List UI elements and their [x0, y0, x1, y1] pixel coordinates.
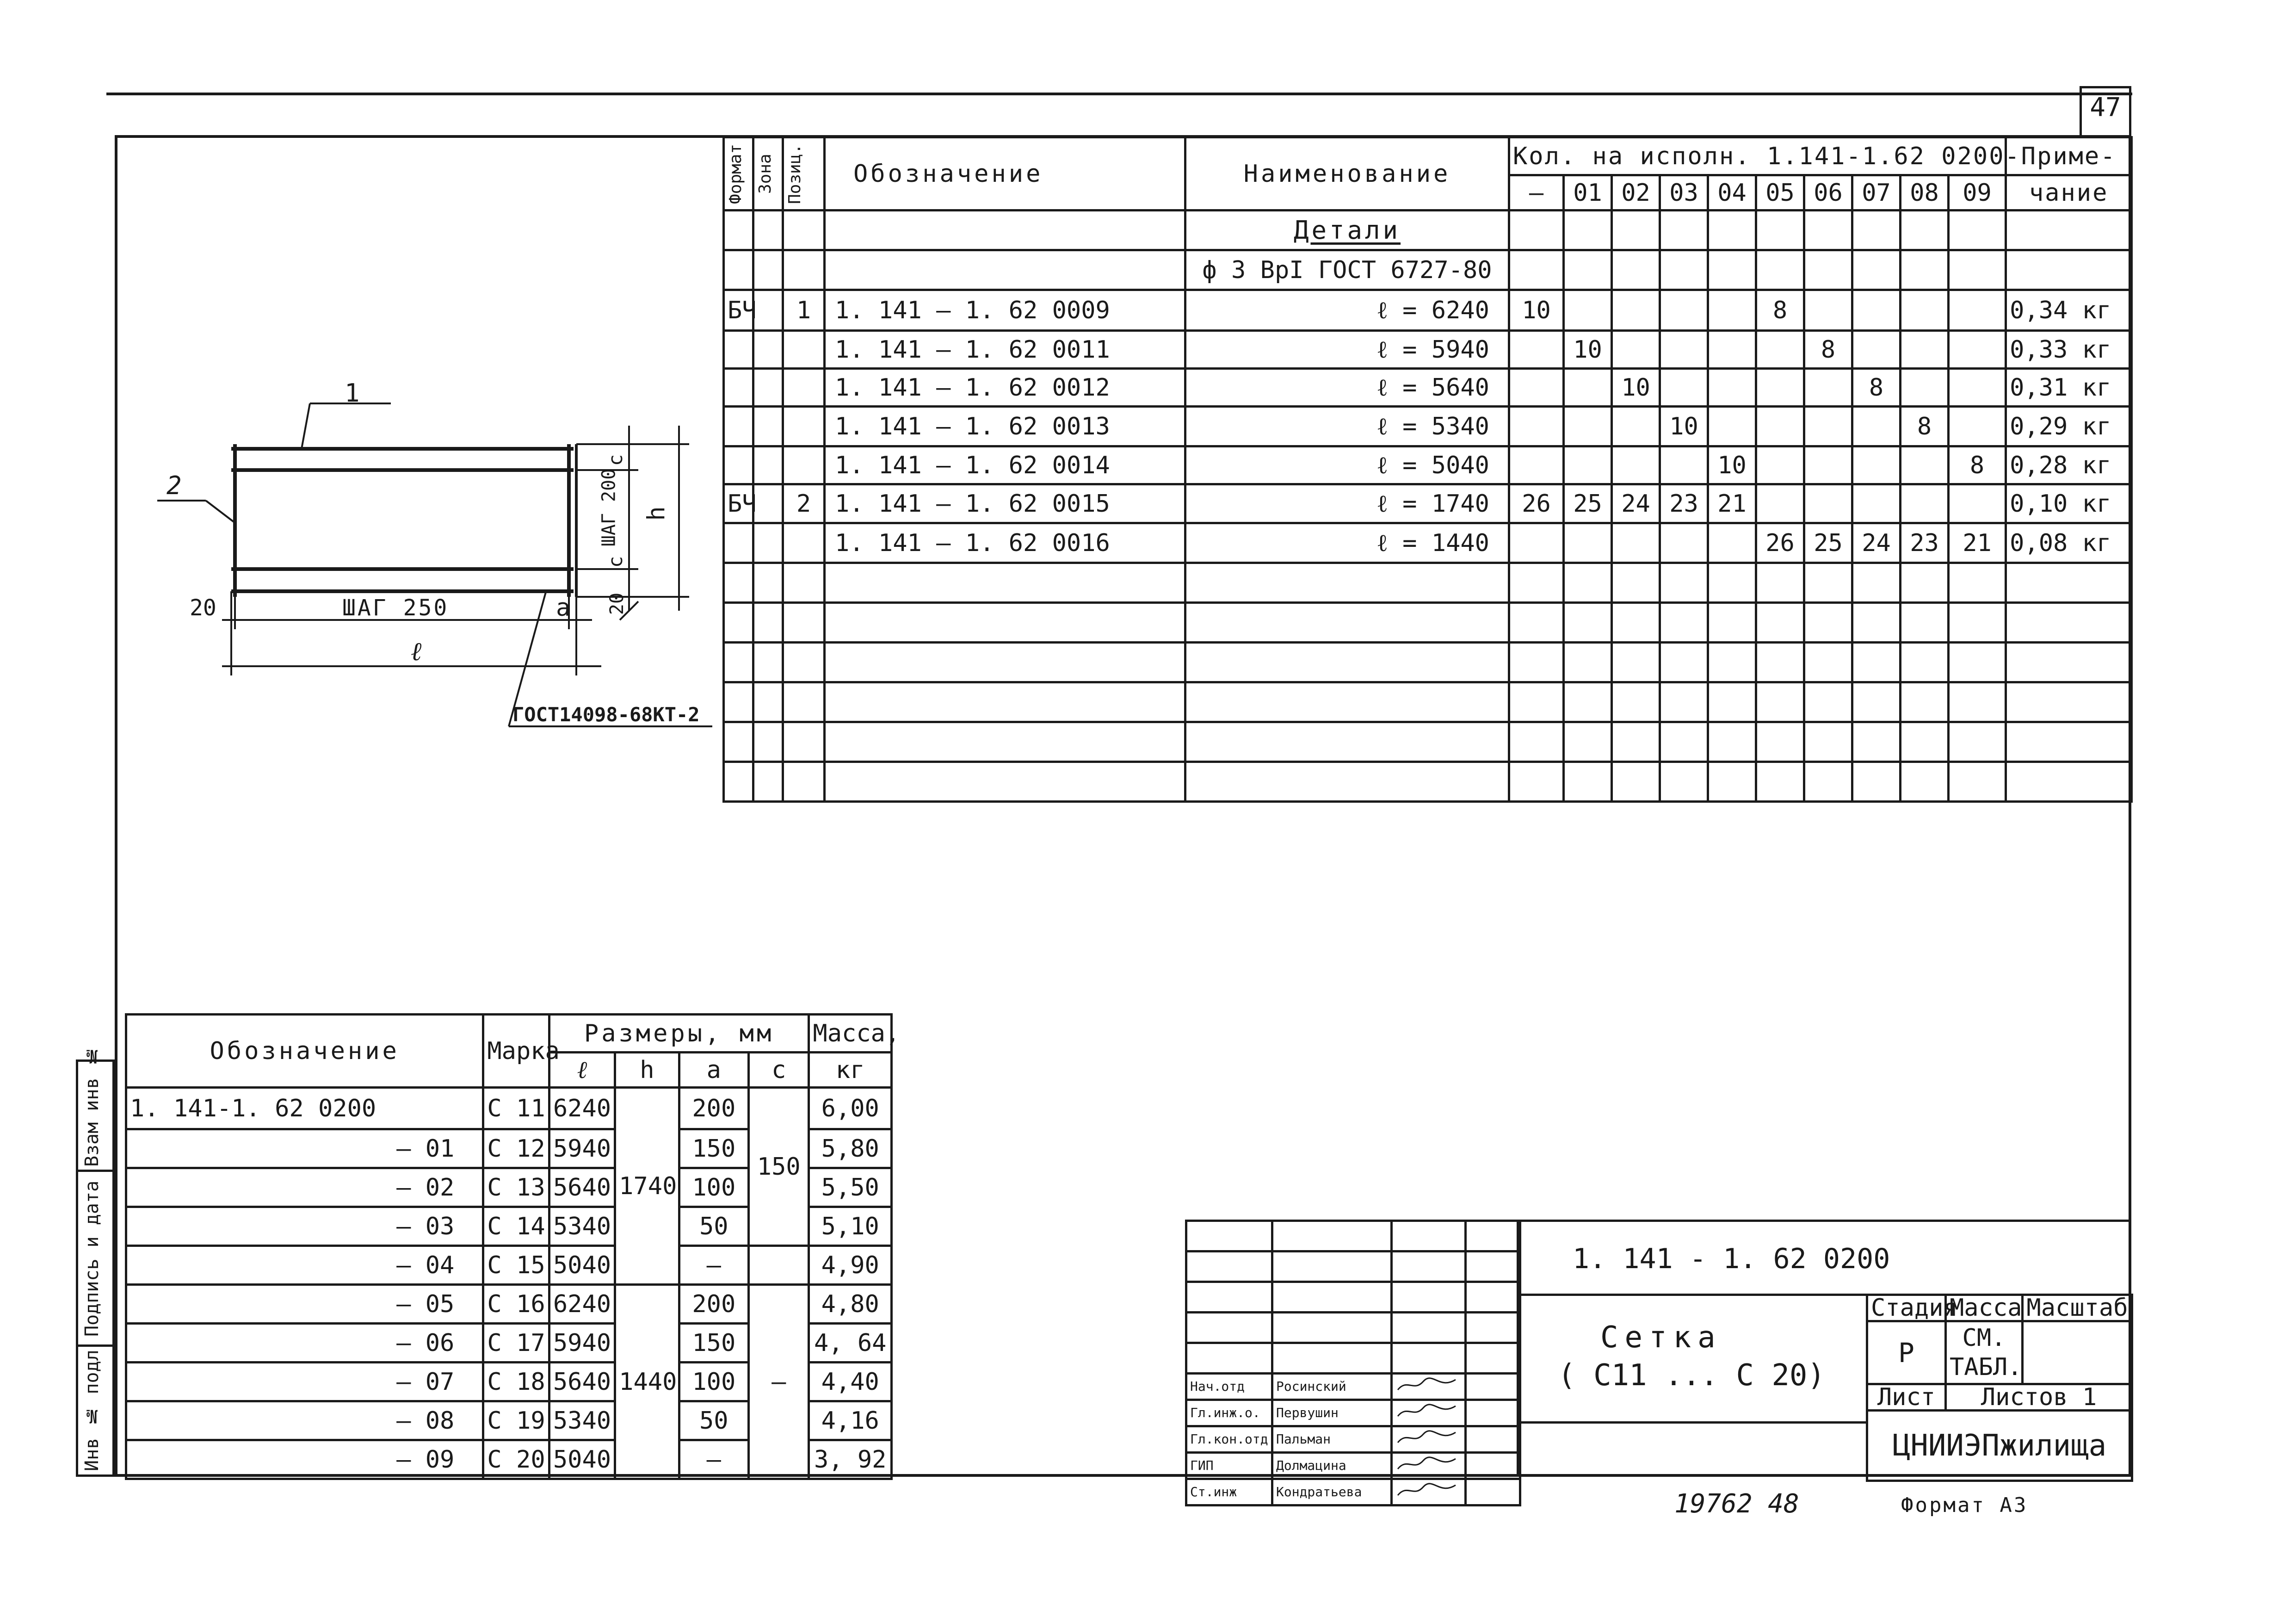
side-divider-1: [76, 1170, 115, 1172]
dims-mass-cell: 5,10: [809, 1207, 892, 1246]
dims-mass-cell: 4,80: [809, 1285, 892, 1324]
dims-mark-cell: С 15: [483, 1246, 549, 1285]
spec-qty-cell: [1708, 369, 1756, 407]
spec-qty-cell: [1612, 446, 1660, 484]
spec-note-cell: 0,10 кг: [2006, 484, 2132, 523]
signature-scribble: [1392, 1374, 1466, 1400]
dims-mark-cell: С 12: [483, 1129, 549, 1168]
dims-a-cell: 150: [679, 1129, 748, 1168]
dims-row: [126, 1246, 892, 1285]
signer-role: Гл.инж.о.: [1186, 1400, 1272, 1426]
spec-note-cell: 0,33 кг: [2006, 331, 2132, 369]
spec-qty-cell: 8: [1804, 331, 1852, 369]
col-note-header-1: Приме-: [2006, 137, 2132, 175]
spec-qty-cell: [1901, 290, 1949, 331]
spec-qty-cell: [1804, 290, 1852, 331]
variant-header: –: [1509, 175, 1564, 211]
dims-row: [126, 1285, 892, 1324]
dims-a-cell: 100: [679, 1363, 748, 1401]
spec-pos-cell: 1: [783, 290, 825, 331]
dims-mark-cell: С 14: [483, 1207, 549, 1246]
col-qty-header: Кол. на исполн. 1.141-1.62 0200-: [1509, 137, 2006, 175]
spec-qty-cell: [1949, 484, 2006, 523]
spec-designation-cell: 1. 141 – 1. 62 0012: [825, 369, 1185, 407]
signer-name: Пальман: [1272, 1426, 1392, 1453]
signature-row: [1186, 1251, 1520, 1282]
mass-value: СМ. ТАБЛ.: [1946, 1321, 2023, 1384]
spec-row: [724, 290, 2132, 331]
spec-qty-cell: [1852, 290, 1901, 331]
signature-row: [1186, 1343, 1520, 1374]
variant-header: 05: [1756, 175, 1804, 211]
spec-qty-cell: [1949, 290, 2006, 331]
dims-a-cell: 50: [679, 1401, 748, 1440]
variant-header: 06: [1804, 175, 1852, 211]
spec-qty-cell: [1509, 446, 1564, 484]
dims-designation-cell: – 07: [126, 1363, 483, 1401]
spec-pos-cell: [783, 407, 825, 446]
spec-qty-cell: [1612, 523, 1660, 563]
section-title: Детали: [1185, 211, 1509, 250]
spec-row: [724, 446, 2132, 484]
signature-scribble: [1392, 1479, 1466, 1505]
spec-qty-cell: [1708, 407, 1756, 446]
side-label-inv-orig: Инв № подл: [81, 1350, 103, 1471]
spec-blank-row: [724, 762, 2132, 802]
dim-l: ℓ: [411, 637, 422, 667]
dims-mass-cell: 6,00: [809, 1088, 892, 1129]
spec-qty-cell: 8: [1756, 290, 1804, 331]
dims-l-cell: 6240: [549, 1285, 615, 1324]
spec-qty-cell: [1708, 523, 1756, 563]
document-code: 1. 141 - 1. 62 0200: [1573, 1243, 1890, 1275]
spec-pos-cell: [783, 331, 825, 369]
spec-qty-cell: [1804, 369, 1852, 407]
dim-step-200: ШАГ 200: [598, 468, 620, 547]
spec-qty-cell: 8: [1852, 369, 1901, 407]
spec-qty-cell: [1756, 369, 1804, 407]
variant-header: 08: [1901, 175, 1949, 211]
dims-l-cell: 5040: [549, 1440, 615, 1479]
spec-pos-cell: [783, 446, 825, 484]
spec-qty-cell: 8: [1949, 446, 2006, 484]
dims-a-cell: 200: [679, 1285, 748, 1324]
dims-mark-cell: С 19: [483, 1401, 549, 1440]
spec-qty-cell: 25: [1564, 484, 1612, 523]
spec-qty-cell: [1564, 523, 1612, 563]
dims-a-cell: 150: [679, 1324, 748, 1363]
spec-qty-cell: [1612, 407, 1660, 446]
footer-format: Формат А3: [1901, 1493, 2028, 1517]
col-mass-unit: кг: [809, 1053, 892, 1088]
spec-qty-cell: [1901, 331, 1949, 369]
signature-row: [1186, 1374, 1520, 1400]
signature-row: [1186, 1426, 1520, 1453]
dims-l-cell: 5340: [549, 1401, 615, 1440]
dims-designation-cell: 1. 141-1. 62 0200: [126, 1088, 483, 1129]
dims-mass-cell: 4, 64: [809, 1324, 892, 1363]
signer-name: Долмацина: [1272, 1453, 1392, 1479]
col-c-header: c: [749, 1053, 809, 1088]
spec-qty-cell: [1660, 446, 1708, 484]
signer-name: Первушин: [1272, 1400, 1392, 1426]
spec-qty-cell: [1660, 523, 1708, 563]
dims-l-cell: 6240: [549, 1088, 615, 1129]
dims-designation-cell: – 09: [126, 1440, 483, 1479]
dims-c-cell: —: [749, 1285, 809, 1479]
material-row: [724, 250, 2132, 290]
gost-weld-label: ГОСТ14098-68КТ-2: [512, 703, 700, 726]
signer-role: Нач.отд: [1186, 1374, 1272, 1400]
signer-name: Росинский: [1272, 1374, 1392, 1400]
material-spec: ф 3 ВрI ГОСТ 6727-80: [1185, 250, 1509, 290]
dims-mark-cell: С 16: [483, 1285, 549, 1324]
variant-header: 09: [1949, 175, 2006, 211]
spec-qty-cell: [1612, 290, 1660, 331]
spec-name-cell: ℓ = 5040: [1185, 446, 1509, 484]
spec-designation-cell: 1. 141 – 1. 62 0016: [825, 523, 1185, 563]
spec-note-cell: 0,08 кг: [2006, 523, 2132, 563]
spec-pos-cell: 2: [783, 484, 825, 523]
sheet-number: 47: [2090, 93, 2121, 123]
spec-qty-cell: [1949, 331, 2006, 369]
pos-label-2: 2: [167, 471, 182, 500]
side-divider-2: [76, 1344, 115, 1347]
dims-mass-cell: 4,16: [809, 1401, 892, 1440]
spec-row: [724, 407, 2132, 446]
col-l-header: ℓ: [549, 1053, 615, 1088]
spec-designation-cell: 1. 141 – 1. 62 0014: [825, 446, 1185, 484]
dims-l-cell: 5640: [549, 1363, 615, 1401]
spec-qty-cell: [1509, 331, 1564, 369]
footer-number: 19762 48: [1674, 1489, 1799, 1519]
spec-qty-cell: [1901, 369, 1949, 407]
signature-row: [1186, 1479, 1520, 1505]
dims-mark-cell: С 18: [483, 1363, 549, 1401]
dims-designation-cell: – 02: [126, 1168, 483, 1207]
col-sizes-header: Размеры, мм: [549, 1015, 809, 1053]
spec-qty-cell: [1852, 407, 1901, 446]
dims-a-cell: –: [679, 1440, 748, 1479]
frame-left: [115, 135, 117, 1477]
dims-designation-cell: – 05: [126, 1285, 483, 1324]
spec-blank-row: [724, 643, 2132, 682]
spec-pos-cell: [783, 369, 825, 407]
spec-qty-cell: [1949, 369, 2006, 407]
signer-role: Гл.кон.отд: [1186, 1426, 1272, 1453]
dims-mass-cell: 4,90: [809, 1246, 892, 1285]
col-format-header: Формат: [724, 137, 753, 211]
spec-qty-cell: 26: [1509, 484, 1564, 523]
spec-qty-cell: 21: [1708, 484, 1756, 523]
variant-header: 01: [1564, 175, 1612, 211]
spec-qty-cell: [1804, 446, 1852, 484]
spec-qty-cell: 24: [1852, 523, 1901, 563]
col-note-header-2: чание: [2006, 175, 2132, 211]
spec-qty-cell: [1901, 446, 1949, 484]
dims-mark-cell: С 17: [483, 1324, 549, 1363]
dims-designation-cell: – 04: [126, 1246, 483, 1285]
dims-a-cell: —: [679, 1246, 748, 1285]
dims-designation-cell: – 08: [126, 1401, 483, 1440]
mesh-drawing: [139, 370, 740, 740]
spec-blank-row: [724, 682, 2132, 722]
side-label-inv-repl: Взам инв №: [81, 1045, 103, 1167]
dims-mark-cell: С 20: [483, 1440, 549, 1479]
col-zone-header: Зона: [753, 137, 783, 211]
spec-note-cell: 0,29 кг: [2006, 407, 2132, 446]
dims-designation-cell: – 03: [126, 1207, 483, 1246]
col-h-header: h: [615, 1053, 679, 1088]
dims-designation-cell: – 01: [126, 1129, 483, 1168]
spec-qty-cell: [1564, 407, 1612, 446]
spec-qty-cell: 10: [1708, 446, 1756, 484]
dims-l-cell: 5940: [549, 1324, 615, 1363]
variant-header: 04: [1708, 175, 1756, 211]
scale-value: [2023, 1321, 2132, 1384]
dims-c-cell: 150: [749, 1088, 809, 1246]
col-name-header: Наименование: [1185, 137, 1509, 211]
col-a-header: a: [679, 1053, 748, 1088]
dimensions-table: [125, 1013, 900, 1480]
signer-name: Кондратьева: [1272, 1479, 1392, 1505]
spec-qty-cell: 23: [1660, 484, 1708, 523]
dim-c-top: c: [604, 454, 627, 466]
col-designation-header: Обозначение: [825, 137, 1185, 211]
spec-qty-cell: [1509, 369, 1564, 407]
signer-role: Ст.инж: [1186, 1479, 1272, 1505]
spec-qty-cell: [1708, 331, 1756, 369]
col-mark-header: Марка: [483, 1015, 549, 1088]
spec-qty-cell: [1564, 290, 1612, 331]
side-label-signature-date: Подпись и дата: [81, 1180, 103, 1337]
spec-qty-cell: 24: [1612, 484, 1660, 523]
dims-h-cell: 1440: [615, 1285, 679, 1479]
stage-value: Р: [1867, 1321, 1946, 1384]
col-mass-header: Масса,: [809, 1015, 892, 1053]
signature-row: [1186, 1221, 1520, 1251]
dims-mass-cell: 5,50: [809, 1168, 892, 1207]
dim-a: a: [556, 594, 571, 622]
spec-qty-cell: [1708, 290, 1756, 331]
spec-note-cell: 0,34 кг: [2006, 290, 2132, 331]
dims-row: [126, 1088, 892, 1129]
signature-row: [1186, 1313, 1520, 1343]
section-title-row: [724, 211, 2132, 250]
spec-qty-cell: [1949, 407, 2006, 446]
dims-mass-cell: 3, 92: [809, 1440, 892, 1479]
dims-mark-cell: С 11: [483, 1088, 549, 1129]
document-title: Сетка: [1600, 1320, 1722, 1355]
signature-scribble: [1392, 1426, 1466, 1453]
dims-l-cell: 5940: [549, 1129, 615, 1168]
col-designation-header: Обозначение: [126, 1015, 483, 1088]
spec-note-cell: 0,28 кг: [2006, 446, 2132, 484]
spec-qty-cell: [1509, 523, 1564, 563]
dims-l-cell: 5040: [549, 1246, 615, 1285]
pos-label-1: 1: [345, 378, 360, 408]
spec-qty-cell: 25: [1804, 523, 1852, 563]
spec-qty-cell: [1852, 331, 1901, 369]
spec-qty-cell: [1804, 484, 1852, 523]
spec-qty-cell: 10: [1564, 331, 1612, 369]
title-org-divider: [1517, 1421, 1868, 1424]
spec-blank-row: [724, 722, 2132, 762]
spec-qty-cell: [1852, 446, 1901, 484]
dims-h-cell: 1740: [615, 1088, 679, 1285]
signature-row: [1186, 1400, 1520, 1426]
dims-mass-cell: 5,80: [809, 1129, 892, 1168]
dim-20-right: 20: [606, 592, 628, 615]
spec-qty-cell: [1804, 407, 1852, 446]
dims-a-cell: 200: [679, 1088, 748, 1129]
signer-role: ГИП: [1186, 1453, 1272, 1479]
spec-qty-cell: [1612, 331, 1660, 369]
spec-qty-cell: [1756, 446, 1804, 484]
variant-header: 03: [1660, 175, 1708, 211]
spec-blank-row: [724, 603, 2132, 643]
signature-scribble: [1392, 1453, 1466, 1479]
spec-designation-cell: 1. 141 – 1. 62 0009: [825, 290, 1185, 331]
spec-qty-cell: [1564, 369, 1612, 407]
signature-row: [1186, 1453, 1520, 1479]
spec-blank-row: [724, 563, 2132, 603]
dim-step-250: ШАГ 250: [342, 595, 449, 621]
spec-qty-cell: [1660, 369, 1708, 407]
spec-qty-cell: [1509, 407, 1564, 446]
dims-a-cell: 100: [679, 1168, 748, 1207]
dims-mark-cell: С 13: [483, 1168, 549, 1207]
spec-designation-cell: 1. 141 – 1. 62 0015: [825, 484, 1185, 523]
spec-format-cell: БЧ: [724, 484, 753, 523]
signature-grid: [1185, 1220, 1521, 1506]
col-pos-header: Позиц.: [783, 137, 825, 211]
spec-name-cell: ℓ = 1440: [1185, 523, 1509, 563]
spec-designation-cell: 1. 141 – 1. 62 0013: [825, 407, 1185, 446]
dims-a-cell: 50: [679, 1207, 748, 1246]
spec-qty-cell: 23: [1901, 523, 1949, 563]
spec-name-cell: ℓ = 1740: [1185, 484, 1509, 523]
dim-c-bottom: c: [604, 556, 627, 568]
spec-qty-cell: 10: [1612, 369, 1660, 407]
dims-designation-cell: – 06: [126, 1324, 483, 1363]
organization: ЦНИИЭПжилища: [1867, 1411, 2132, 1481]
spec-name-cell: ℓ = 5640: [1185, 369, 1509, 407]
spec-format-cell: БЧ: [724, 290, 753, 331]
spec-format-cell: [724, 331, 753, 369]
dims-mass-cell: 4,40: [809, 1363, 892, 1401]
spec-pos-cell: [783, 523, 825, 563]
spec-qty-cell: [1660, 331, 1708, 369]
dim-h: h: [642, 506, 671, 521]
sheets-label: Листов 1: [1946, 1384, 2132, 1411]
dims-l-cell: 5340: [549, 1207, 615, 1246]
spec-qty-cell: [1756, 407, 1804, 446]
stage-mass-scale-table: [1866, 1294, 2133, 1482]
specification-table: [722, 136, 2133, 803]
scale-label: Масштаб: [2023, 1295, 2132, 1321]
spec-qty-cell: [1852, 484, 1901, 523]
spec-qty-cell: 10: [1509, 290, 1564, 331]
spec-name-cell: ℓ = 5340: [1185, 407, 1509, 446]
variant-header: 02: [1612, 175, 1660, 211]
signature-scribble: [1392, 1400, 1466, 1426]
spec-name-cell: ℓ = 6240: [1185, 290, 1509, 331]
spec-qty-cell: [1756, 331, 1804, 369]
spec-qty-cell: [1756, 484, 1804, 523]
spec-note-cell: 0,31 кг: [2006, 369, 2132, 407]
spec-name-cell: ℓ = 5940: [1185, 331, 1509, 369]
sheet-label: Лист: [1867, 1384, 1946, 1411]
spec-qty-cell: [1901, 484, 1949, 523]
spec-qty-cell: 8: [1901, 407, 1949, 446]
spec-qty-cell: 26: [1756, 523, 1804, 563]
spec-row: [724, 369, 2132, 407]
spec-qty-cell: 21: [1949, 523, 2006, 563]
spec-designation-cell: 1. 141 – 1. 62 0011: [825, 331, 1185, 369]
mass-label: Масса: [1946, 1295, 2023, 1321]
variant-header: 07: [1852, 175, 1901, 211]
stage-label: Стадия: [1867, 1295, 1946, 1321]
top-border-line: [106, 93, 2132, 95]
dim-20-left: 20: [190, 595, 216, 621]
signature-row: [1186, 1282, 1520, 1313]
document-subtitle: ( С11 ... С 20): [1558, 1358, 1825, 1393]
spec-qty-cell: 10: [1660, 407, 1708, 446]
spec-qty-cell: [1660, 290, 1708, 331]
spec-row: [724, 331, 2132, 369]
spec-qty-cell: [1564, 446, 1612, 484]
spec-row: [724, 484, 2132, 523]
dims-l-cell: 5640: [549, 1168, 615, 1207]
spec-row: [724, 523, 2132, 563]
